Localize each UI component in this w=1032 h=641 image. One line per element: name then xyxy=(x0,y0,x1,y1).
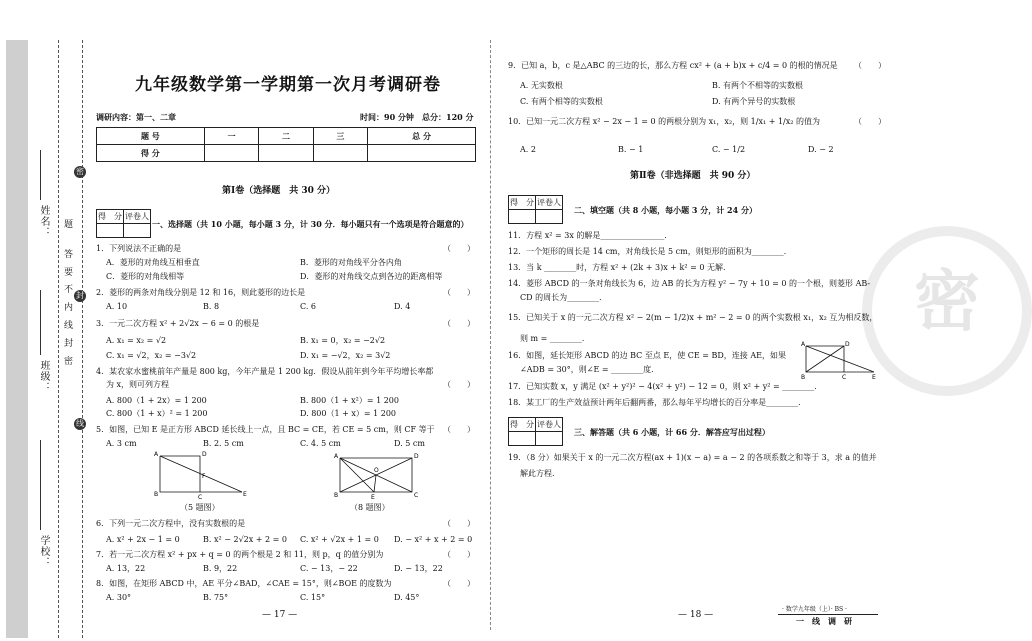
fill-question-cont: CD 的周长为________． xyxy=(520,293,608,302)
svg-text:A: A xyxy=(334,453,339,460)
option: B．菱形的对角线平分各内角 xyxy=(300,258,402,267)
grader-box xyxy=(508,195,563,224)
option: B. 8 xyxy=(203,302,220,311)
figure-caption: （8 题图） xyxy=(350,503,390,512)
score-cell[interactable] xyxy=(259,145,313,162)
grader-box xyxy=(508,417,563,446)
answer-paren: （ ） xyxy=(443,380,475,389)
option: C. − 1/2 xyxy=(712,145,746,154)
svg-text:E: E xyxy=(243,491,247,498)
option: B. 2. 5 cm xyxy=(203,439,244,448)
question-stem: 6．下列一元二次方程中，没有实数根的是 xyxy=(96,519,246,528)
option: C. 15° xyxy=(300,593,326,602)
option: D. 有两个异号的实数根 xyxy=(712,97,796,106)
grader-name-cell[interactable] xyxy=(536,432,563,446)
figure-q5 xyxy=(150,450,255,500)
svg-text:C: C xyxy=(414,492,419,499)
seal-word: 答 xyxy=(64,250,74,260)
answer-paren: （ ） xyxy=(443,519,475,528)
score-table xyxy=(96,127,476,162)
grader-box-label: 评卷人 xyxy=(536,418,563,432)
figure-q16 xyxy=(800,340,880,380)
option: C. 800（1 + x）² = 1 200 xyxy=(106,409,208,418)
q19-line2: 解此方程． xyxy=(520,469,560,478)
question-stem: 1．下列说法不正确的是 xyxy=(96,244,182,253)
option: A. 10 xyxy=(106,302,128,311)
option: B. 有两个不相等的实数根 xyxy=(712,81,803,90)
fill-question: 15．已知关于 x 的一元二次方程 x² − 2(m − 1/2)x + m² − 2 = 0 的两个实数根 x₁，x₂ 互为相反数， xyxy=(508,313,878,322)
question-stem: 4．某农家水蜜桃前年产量是 800 kg，今年产量是 1 200 kg．假设从前年到今年平均增长率都 xyxy=(96,367,434,376)
answer-paren: （ ） xyxy=(443,244,475,253)
seal-word: 题 xyxy=(64,220,74,230)
svg-text:A: A xyxy=(801,341,806,348)
option: C. 有两个相等的实数根 xyxy=(520,97,603,106)
class-label: 班级： xyxy=(38,360,49,393)
option: B. 75° xyxy=(203,593,229,602)
section1-heading: 第Ⅰ卷（选择题 共 30 分） xyxy=(222,186,336,196)
svg-text:D: D xyxy=(202,451,207,458)
option: A. 无实数根 xyxy=(520,81,563,90)
option: C．菱形的对角线相等 xyxy=(106,272,185,281)
answer-paren: （ ） xyxy=(443,550,475,559)
option: A. 30° xyxy=(106,593,132,602)
option: D. − x² + x + 2 = 0 xyxy=(394,535,473,544)
grader-name-cell[interactable] xyxy=(124,224,151,238)
seal-word: 不 xyxy=(64,285,74,295)
svg-text:D: D xyxy=(414,453,419,460)
answer-paren: （ ） xyxy=(854,117,886,126)
question-stem: 3．一元二次方程 x² + 2√2x − 6 = 0 的根是 xyxy=(96,319,260,328)
score-row-label: 得 分 xyxy=(97,145,205,162)
option: C. x² + √2x + 1 = 0 xyxy=(300,535,379,544)
option: A. 800（1 + 2x）= 1 200 xyxy=(106,396,207,405)
question-stem: 7．若一元二次方程 x² + px + q = 0 的两个根是 2 和 11，则 p，q 的值分别为 xyxy=(96,550,384,559)
option: A. 3 cm xyxy=(106,439,137,448)
seal-hole-marker: 线 xyxy=(76,419,84,428)
answer-paren: （ ） xyxy=(854,61,886,70)
svg-text:E: E xyxy=(872,374,876,381)
option: A．菱形的对角线互相垂直 xyxy=(106,258,200,267)
option: A. x² + 2x − 1 = 0 xyxy=(106,535,180,544)
figure-q8 xyxy=(330,450,425,500)
fill-question: 18．某工厂的生产效益预计两年后翻两番，那么每年平均增长的百分率是________． xyxy=(508,398,807,407)
seal-word: 要 xyxy=(64,268,74,278)
option: D. − 13，22 xyxy=(394,564,443,573)
option: B. − 1 xyxy=(618,145,644,154)
fill-question-cont: 则 m = ________． xyxy=(520,334,590,343)
fill-question: 12．一个矩形的周长是 14 cm，对角线长是 5 cm，则矩形的面积为________． xyxy=(508,247,792,256)
option: B. 9，22 xyxy=(203,564,238,573)
score-cell[interactable] xyxy=(368,145,476,162)
option: D. x₁ = −√2，x₂ = 3√2 xyxy=(300,351,391,360)
svg-text:O: O xyxy=(374,467,379,474)
option: C. 4. 5 cm xyxy=(300,439,341,448)
score-header-cell: 一 xyxy=(204,128,258,145)
fill-question-cont: ∠ADB = 30°，则∠E = ________度． xyxy=(520,365,660,374)
name-label: 姓名： xyxy=(38,205,49,238)
option: A. 2 xyxy=(520,145,536,154)
svg-text:A: A xyxy=(154,451,159,458)
seal-word: 密 xyxy=(64,357,74,367)
svg-text:F: F xyxy=(202,473,206,480)
option: A. 13，22 xyxy=(106,564,146,573)
fill-question: 14．菱形 ABCD 的一条对角线长为 6，边 AB 的长为方程 y² − 7y + 10 = 0 的一个根，则菱形 AB- xyxy=(508,279,871,288)
cut-line xyxy=(58,40,59,638)
svg-text:C: C xyxy=(842,374,847,381)
answer-paren: （ ） xyxy=(443,425,475,434)
grader-box-label: 得 分 xyxy=(509,196,536,210)
svg-text:B: B xyxy=(334,492,339,499)
score-header-cell: 题 号 xyxy=(97,128,205,145)
school-blank xyxy=(40,440,41,530)
option: A. x₁ = x₂ = √2 xyxy=(106,336,167,345)
svg-text:B: B xyxy=(154,491,159,498)
section2-intro: 二、填空题（共 8 小题，每小题 3 分，计 24 分） xyxy=(574,205,757,215)
brand-rule xyxy=(778,614,878,615)
brand-title: 一 线 调 研 xyxy=(796,616,852,626)
brand-subtitle: · 数学九年级（上）· BS · xyxy=(782,606,847,613)
binding-strip xyxy=(6,40,28,638)
option: C. x₁ = √2，x₂ = −3√2 xyxy=(106,351,197,360)
grader-score-cell[interactable] xyxy=(509,210,536,224)
seal-stamp-watermark: 密 xyxy=(862,226,1032,396)
answer-paren: （ ） xyxy=(443,288,475,297)
exam-scope: 调研内容：第一、二章 xyxy=(96,112,176,122)
figure-caption: （5 题图） xyxy=(180,503,220,512)
grader-box-label: 评卷人 xyxy=(536,196,563,210)
seal-line xyxy=(82,40,83,638)
section3-intro: 三、解答题（共 6 小题，计 66 分．解答应写出过程） xyxy=(574,427,770,437)
grader-score-cell[interactable] xyxy=(97,224,124,238)
section1-intro: 一、选择题（共 10 小题，每小题 3 分，计 30 分．每小题只有一个选项是符合题意的） xyxy=(152,219,469,229)
fill-question: 11．方程 x² = 3x 的解是________________． xyxy=(508,231,673,240)
grader-box xyxy=(96,209,151,238)
seal-hole-marker: 封 xyxy=(76,291,84,300)
score-cell[interactable] xyxy=(313,145,367,162)
grader-name-cell[interactable] xyxy=(536,210,563,224)
seal-word: 封 xyxy=(64,339,74,349)
page-divider xyxy=(490,40,491,630)
grader-box-label: 评卷人 xyxy=(124,210,151,224)
score-header-cell: 三 xyxy=(313,128,367,145)
grader-score-cell[interactable] xyxy=(509,432,536,446)
seal-word: 线 xyxy=(64,321,74,331)
binding-margin xyxy=(0,0,88,641)
exam-time: 时间：90 分钟 xyxy=(360,112,414,122)
question-stem: 5．如图，已知 E 是正方形 ABCD 延长线上一点，且 BC = CE，若 CE = 5 cm，则 CF 等于 xyxy=(96,425,435,434)
svg-text:E: E xyxy=(371,494,375,501)
option: D. 800（1 + x）= 1 200 xyxy=(300,409,397,418)
page-number-left: — 17 — xyxy=(262,610,298,620)
option: B. x₁ = 0，x₂ = −2√2 xyxy=(300,336,386,345)
question-stem-cont: 为 x，则可列方程 xyxy=(106,380,170,389)
option: B. 800（1 + x²）= 1 200 xyxy=(300,396,399,405)
fill-question: 16．如图，延长矩形 ABCD 的边 BC 至点 E，使 CE = BD，连接 AE，如果 xyxy=(508,351,786,360)
score-header-cell: 总 分 xyxy=(368,128,476,145)
option: D. 5 cm xyxy=(394,439,425,448)
score-header-cell: 二 xyxy=(259,128,313,145)
seal-hole-marker: 密 xyxy=(76,167,84,176)
question-stem: 2．菱形的两条对角线分别是 12 和 16，则此菱形的边长是 xyxy=(96,288,306,297)
grader-box-label: 得 分 xyxy=(97,210,124,224)
option: D. − 2 xyxy=(808,145,834,154)
option: B. x² − 2√2x + 2 = 0 xyxy=(203,535,288,544)
question-stem: 10．已知一元二次方程 x² − 2x − 1 = 0 的两根分别为 x₁，x₂，则 1/x₁ + 1/x₂ 的值为 xyxy=(508,117,820,126)
svg-text:C: C xyxy=(198,494,203,501)
option: C. 6 xyxy=(300,302,317,311)
school-label: 学校： xyxy=(38,535,49,568)
svg-text:B: B xyxy=(801,374,806,381)
exam-total: 总分：120 分 xyxy=(422,112,474,122)
option: D. 4 xyxy=(394,302,411,311)
answer-paren: （ ） xyxy=(443,319,475,328)
option: D. 45° xyxy=(394,593,420,602)
name-blank xyxy=(40,150,41,200)
grader-box-label: 得 分 xyxy=(509,418,536,432)
svg-text:D: D xyxy=(845,341,850,348)
fill-question: 13．当 k ________时，方程 x² + (2k + 3)x + k² = 0 无解． xyxy=(508,263,731,272)
fill-question: 17．已知实数 x，y 满足 (x² + y²)² − 4(x² + y²) − 12 = 0，则 x² + y² = ________． xyxy=(508,382,823,391)
seal-word: 内 xyxy=(64,303,74,313)
question-stem: 9．已知 a，b，c 是△ABC 的三边的长，那么方程 cx² + (a + b)x + c/4 = 0 的根的情况是 xyxy=(508,61,838,70)
answer-paren: （ ） xyxy=(443,579,475,588)
q19-line1: 19．（8 分）如果关于 x 的一元二次方程(ax + 1)(x − a) = a − 2 的各项系数之和等于 3，求 a 的值并 xyxy=(508,453,877,462)
exam-title: 九年级数学第一学期第一次月考调研卷 xyxy=(135,75,441,95)
page-number-right: — 18 — xyxy=(678,610,714,620)
section2-heading: 第Ⅱ卷（非选择题 共 90 分） xyxy=(630,171,756,181)
option: D．菱形的对角线交点到各边的距离相等 xyxy=(300,272,443,281)
question-stem: 8．如图，在矩形 ABCD 中，AE 平分∠BAD，∠CAE = 15°，则∠BOE 的度数为 xyxy=(96,579,392,588)
option: C. − 13，− 22 xyxy=(300,564,358,573)
class-blank xyxy=(40,290,41,355)
score-cell[interactable] xyxy=(204,145,258,162)
